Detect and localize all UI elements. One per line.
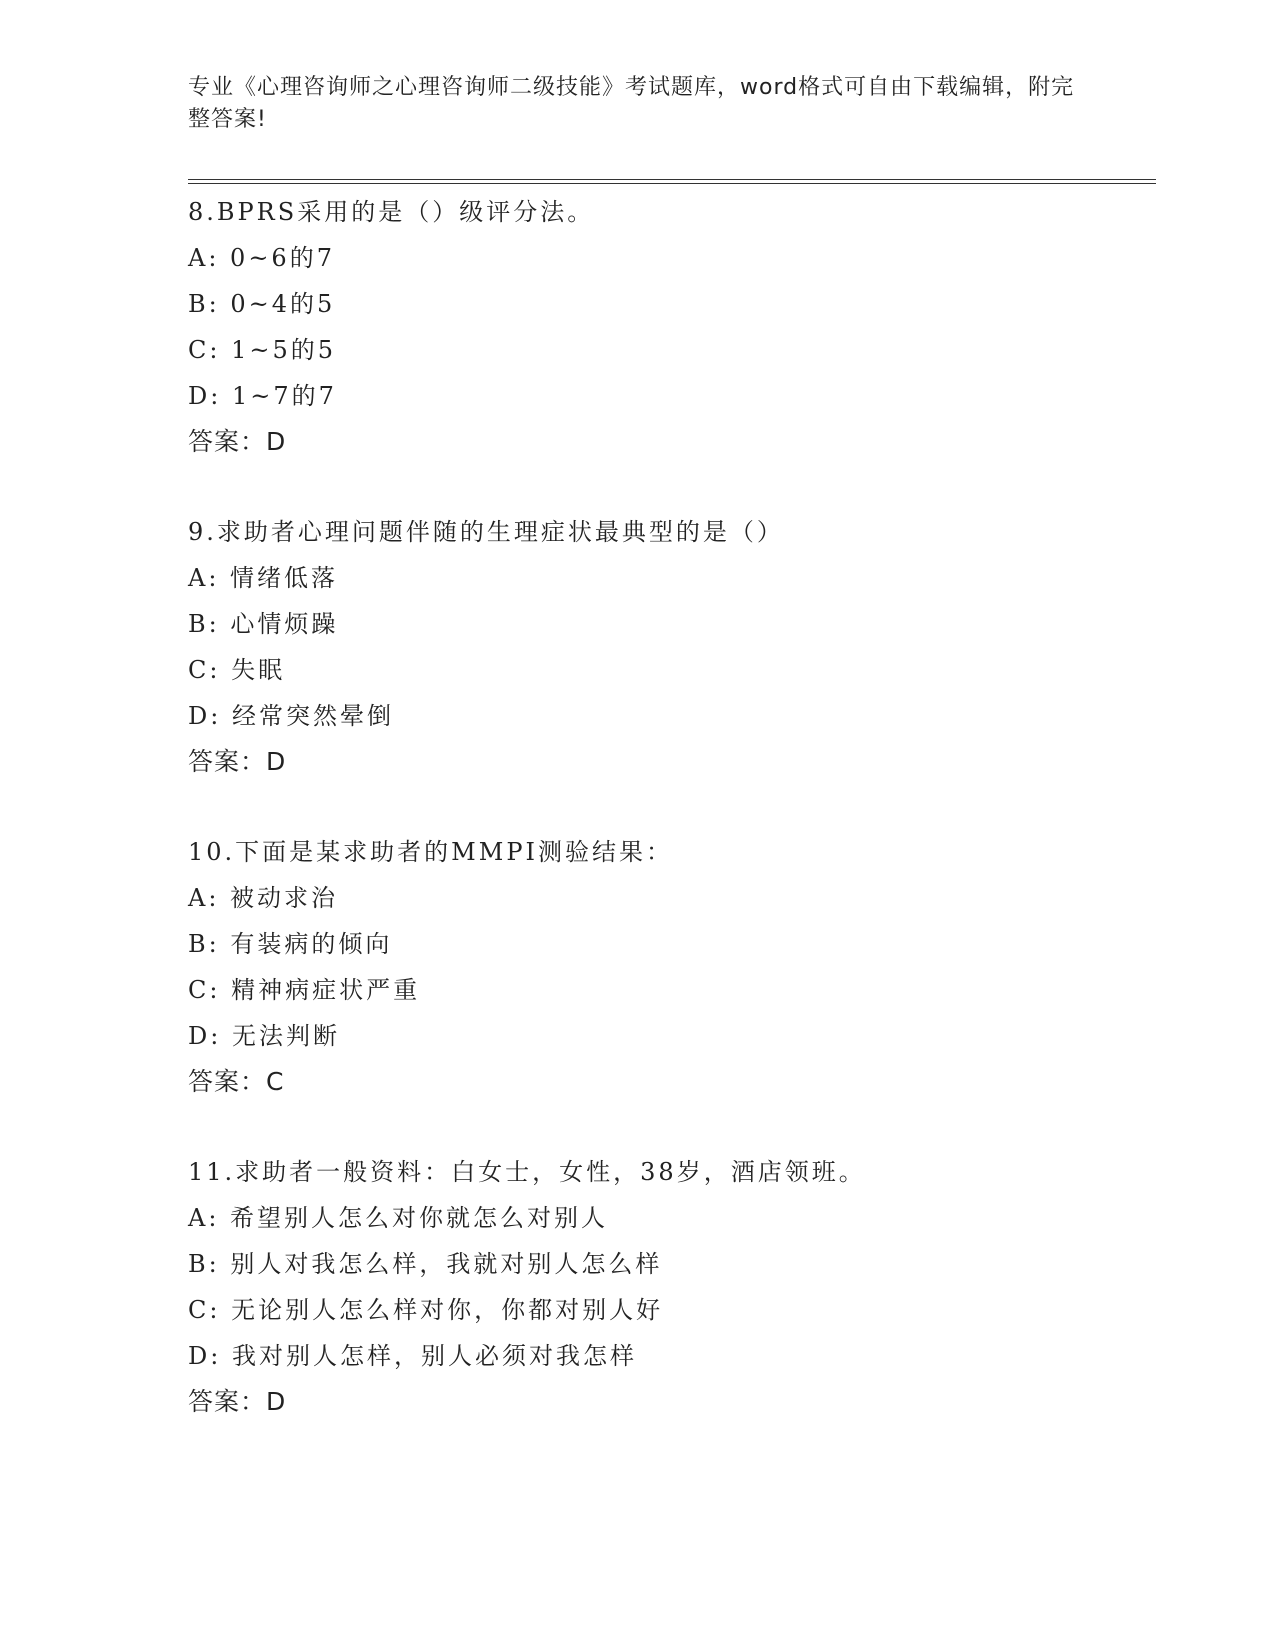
option-a: A: 情绪低落 [188, 564, 339, 592]
question-11 [188, 1149, 1156, 1425]
question-stem: 8.BPRS采用的是（）级评分法。 [188, 198, 595, 226]
option-c: C: 1~5的5 [188, 336, 336, 364]
option-c: C: 精神病症状严重 [188, 976, 421, 1004]
question-stem: 10.下面是某求助者的MMPI测验结果： [188, 838, 673, 866]
option-a: A: 0~6的7 [188, 244, 335, 272]
question-9 [188, 509, 1156, 785]
option-b: B: 有装病的倾向 [188, 930, 393, 958]
option-d: D: 无法判断 [188, 1022, 340, 1050]
answer: 答案：C [188, 1067, 285, 1096]
answer: 答案：D [188, 747, 287, 776]
option-d: D: 1~7的7 [188, 382, 337, 410]
option-b: B: 心情烦躁 [188, 610, 339, 638]
option-c: C: 无论别人怎么样对你，你都对别人好 [188, 1296, 664, 1324]
header-divider-top [188, 179, 1156, 180]
document-header: 专业《心理咨询师之心理咨询师二级技能》考试题库，word格式可自由下载编辑，附完整答案! [188, 75, 1075, 132]
answer: 答案：D [188, 1387, 287, 1416]
option-a: A: 希望别人怎么对你就怎么对别人 [188, 1204, 609, 1232]
answer: 答案：D [188, 427, 287, 456]
question-10 [188, 829, 1156, 1105]
option-b: B: 0~4的5 [188, 290, 336, 318]
option-d: D: 我对别人怎样，别人必须对我怎样 [188, 1342, 637, 1370]
option-b: B: 别人对我怎么样，我就对别人怎么样 [188, 1250, 663, 1278]
question-8 [188, 189, 1156, 465]
header-divider-bottom [188, 183, 1156, 184]
option-c: C: 失眠 [188, 656, 286, 684]
question-stem: 9.求助者心理问题伴随的生理症状最典型的是（） [188, 518, 784, 546]
option-a: A: 被动求治 [188, 884, 339, 912]
question-stem: 11.求助者一般资料：白女士，女性，38岁，酒店领班。 [188, 1158, 866, 1186]
option-d: D: 经常突然晕倒 [188, 702, 394, 730]
